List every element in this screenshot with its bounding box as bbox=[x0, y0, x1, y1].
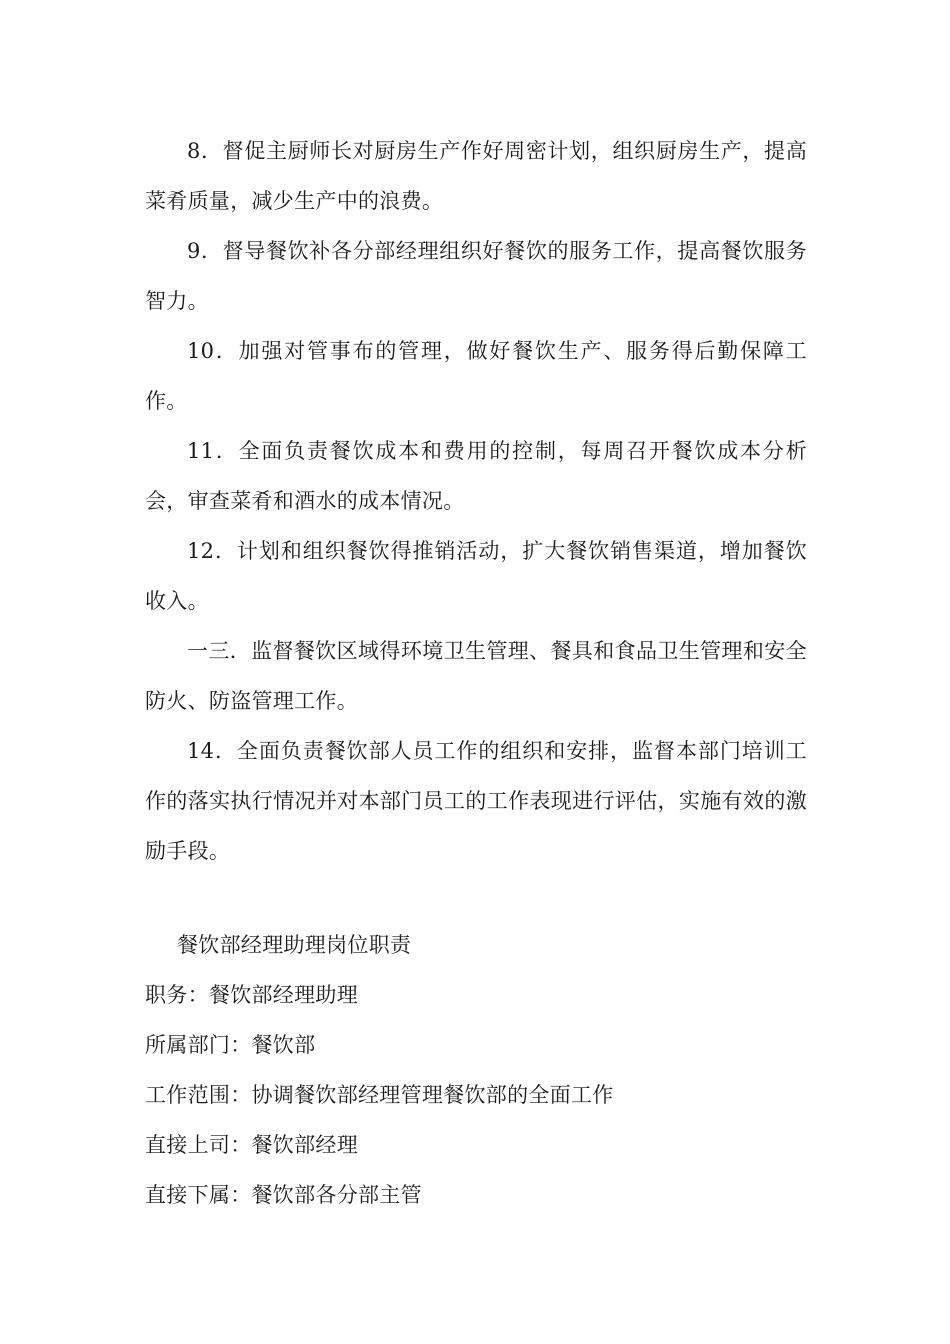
duty-item-13: 一三．监督餐饮区域得环境卫生管理、餐具和食品卫生管理和安全防火、防盗管理工作。 bbox=[145, 639, 807, 713]
section-title: 餐饮部经理助理岗位职责 bbox=[177, 933, 412, 957]
duties-list bbox=[145, 126, 807, 876]
info-row-subordinates: 直接下属：餐饮部各分部主管 bbox=[145, 1183, 422, 1207]
info-row-superior: 直接上司：餐饮部经理 bbox=[145, 1133, 358, 1157]
info-row-position: 职务：餐饮部经理助理 bbox=[145, 983, 358, 1007]
duty-item-12: 12．计划和组织餐饮得推销活动，扩大餐饮销售渠道，增加餐饮收入。 bbox=[145, 539, 807, 613]
duty-item-14: 14．全面负责餐饮部人员工作的组织和安排，监督本部门培训工作的落实执行情况并对本部门员工的工作表现进行评估，实施有效的激励手段。 bbox=[145, 739, 807, 863]
info-row-scope: 工作范围：协调餐饮部经理管理餐饮部的全面工作 bbox=[145, 1083, 614, 1107]
info-row-department: 所属部门：餐饮部 bbox=[145, 1033, 316, 1057]
position-info-list bbox=[145, 970, 614, 1220]
duty-item-11: 11．全面负责餐饮成本和费用的控制，每周召开餐饮成本分析会，审查菜肴和酒水的成本情况。 bbox=[145, 439, 807, 513]
duty-item-9: 9．督导餐饮补各分部经理组织好餐饮的服务工作，提高餐饮服务智力。 bbox=[145, 239, 807, 313]
duty-item-8: 8．督促主厨师长对厨房生产作好周密计划，组织厨房生产，提高菜肴质量，减少生产中的浪费。 bbox=[145, 139, 807, 213]
duty-item-10: 10．加强对管事布的管理，做好餐饮生产、服务得后勤保障工作。 bbox=[145, 339, 807, 413]
